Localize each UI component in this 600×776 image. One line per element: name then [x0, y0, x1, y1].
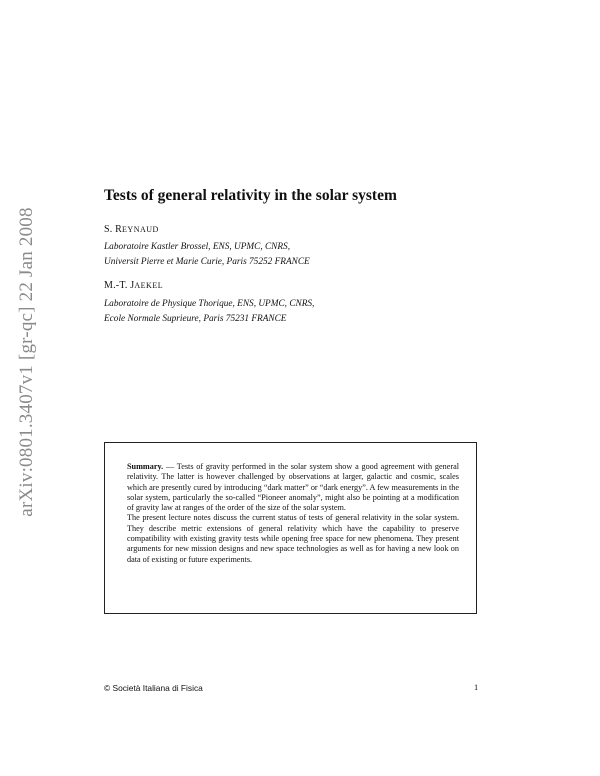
arxiv-identifier-stamp: arXiv:0801.3407v1 [gr-qc] 22 Jan 2008: [16, 207, 37, 517]
summary-paragraph-2: The present lecture notes discuss the current status of tests of general relativity in the solar system. They describe metric extensions of general relativity which have the capability to preserve compatibility with existing gravity tests while opening free space for new phenomena. They present arguments for new mission designs and new space technologies as well as for having a new look on data of existing or future experiments.: [127, 513, 459, 564]
author-1-initial: S. R: [104, 224, 123, 235]
author-1-name: [104, 224, 159, 235]
author-2-affiliation: [104, 297, 314, 326]
summary-paragraph-1-text: Tests of gravity performed in the solar system show a good agreement with general relativity. The latter is however challenged by observations at larger, galactic and cosmic, scales which are presently cured by introducing “dark matter” or “dark energy”. A few measurements in the solar system, particularly the so-called “Pioneer anomaly”, might also be pointing at a modification of gravity law at ranges of the order of the size of the solar system.: [127, 462, 459, 513]
author-1-affiliation: [104, 240, 310, 269]
author-2-name: [104, 280, 163, 291]
summary-heading: Summary.: [127, 462, 164, 471]
page-number: 1: [474, 683, 479, 692]
summary-paragraph-1: [127, 462, 459, 513]
summary-separator: —: [163, 462, 177, 471]
summary-text: [127, 462, 459, 565]
author-2-affiliation-line-1: Laboratoire de Physique Thorique, ENS, UPMC, CNRS,: [104, 299, 315, 309]
author-2-surname-rest: AEKEL: [134, 281, 164, 290]
author-2-initial: M.-T. J: [104, 280, 135, 291]
author-1-affiliation-line-2: Universit Pierre et Marie Curie, Paris 75252 FRANCE: [104, 256, 310, 267]
summary-box: [104, 442, 477, 614]
author-1-affiliation-line-1: Laboratoire Kastler Brossel, ENS, UPMC, CNRS,: [104, 242, 291, 252]
copyright-notice: © Società Italiana di Fisica: [104, 683, 203, 693]
paper-title: Tests of general relativity in the solar system: [104, 187, 397, 204]
author-1-surname-rest: EYNAUD: [122, 225, 159, 234]
author-2-affiliation-line-2: Ecole Normale Suprieure, Paris 75231 FRANCE: [104, 313, 287, 324]
